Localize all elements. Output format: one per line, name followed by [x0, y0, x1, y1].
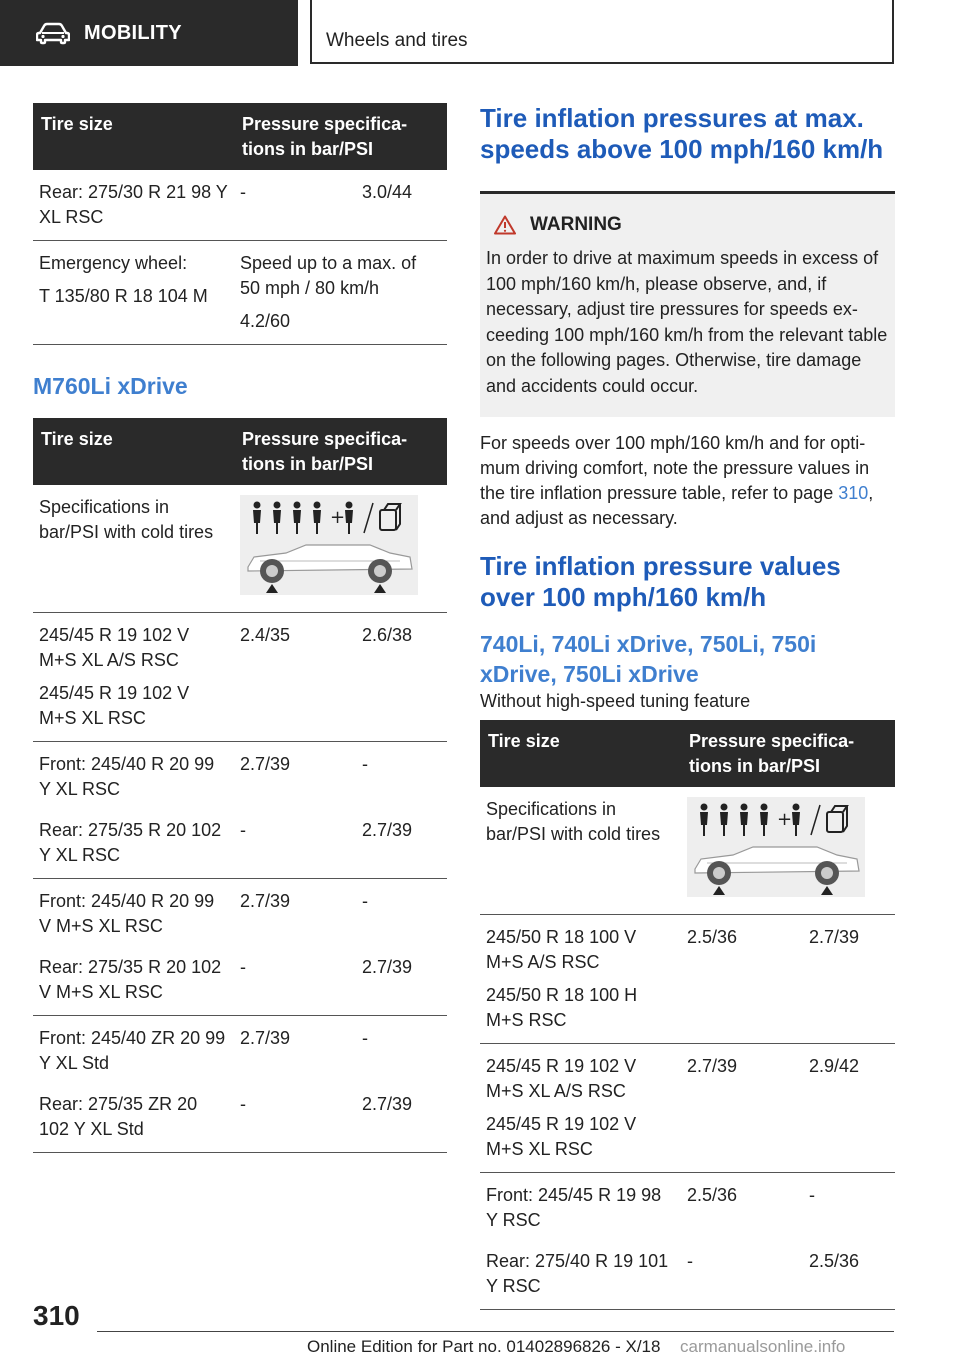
- pressure-cell: -: [362, 891, 368, 911]
- sub-note: Without high-speed tuning feature: [480, 691, 751, 711]
- table-row: [33, 1082, 447, 1153]
- tire-size-cell: Front: 245/45 R 19 98 Y RSC: [486, 1185, 662, 1230]
- column-header-pressure: Pressure specifica- tions in bar/PSI: [681, 720, 895, 787]
- load-figure-cell: [234, 485, 447, 613]
- tire-size-cell: Front: 245/40 ZR 20 99 Y XL Std: [39, 1028, 226, 1073]
- table-row: [33, 808, 447, 879]
- pressure-cell: -: [362, 1028, 368, 1048]
- pressure-cell: 2.7/39: [240, 1028, 291, 1048]
- page-number: 310: [33, 1300, 80, 1331]
- column-header-tire-size: Tire size: [33, 418, 234, 485]
- column-header-tire-size: Tire size: [480, 720, 681, 787]
- column-header-tire-size: Tire size: [33, 103, 234, 170]
- tire-size-cell: Rear: 275/35 ZR 20 102 Y XL Std: [33, 1082, 234, 1153]
- warning-box: [480, 191, 895, 417]
- table-row: [33, 879, 447, 946]
- car-icon: [36, 21, 70, 45]
- table-row: [480, 1044, 895, 1173]
- chapter-title: Wheels and tires: [326, 30, 468, 51]
- right-column: [480, 103, 895, 1310]
- pressure-cell: 2.5/36: [687, 1185, 738, 1205]
- tire-size-cell: Front: 245/40 R 20 99 Y XL RSC: [39, 754, 215, 799]
- pressure-cell: Speed up to a max. of 50 mph / 80 km/h 4.2/60: [234, 241, 447, 345]
- tire-size-cell: Emergency wheel: T 135/80 R 18 104 M: [33, 241, 234, 345]
- tire-size-cell: Rear: 275/35 R 20 102 V M+S XL RSC: [33, 945, 234, 1016]
- watermark: carmanualsonline.info: [680, 1337, 846, 1356]
- pressure-cell: -: [234, 1082, 356, 1153]
- left-column: [33, 103, 447, 1153]
- table-row: [33, 241, 447, 345]
- pressure-cell: -: [362, 754, 368, 774]
- pressure-cell: -: [234, 945, 356, 1016]
- page-reference-link[interactable]: 310: [838, 483, 869, 503]
- spec-label-cell: Specifications in bar/PSI with cold tires: [33, 485, 234, 613]
- spec-label-cell: Specifications in bar/PSI with cold tires: [480, 787, 681, 915]
- column-header-pressure: Pressure specifica- tions in bar/PSI: [234, 418, 447, 485]
- table-row: [33, 945, 447, 1016]
- pressure-cell: 2.7/39: [356, 808, 447, 879]
- footer-divider: [97, 1331, 894, 1332]
- svg-text:+: +: [777, 809, 793, 830]
- page-header: [0, 0, 960, 66]
- pressure-cell: 2.7/39: [356, 945, 447, 1016]
- pressure-cell: 2.7/39: [356, 1082, 447, 1153]
- model-heading: 740Li, 740Li xDrive, 750Li, 750i xDrive, 750Li xDrive: [480, 631, 817, 687]
- pressure-cell: 2.9/42: [803, 1044, 895, 1173]
- pressure-cell: 2.4/35: [234, 613, 356, 742]
- section-heading-pressure-values: Tire inflation pressure values over 100 mph/160 km/h: [480, 551, 841, 612]
- vehicle-load-figure: [687, 797, 865, 897]
- tire-table-m760li: [33, 418, 447, 1153]
- warning-icon: [494, 215, 516, 235]
- tire-size-cell: Rear: 275/35 R 20 102 Y XL RSC: [33, 808, 234, 879]
- warning-header: [494, 214, 889, 236]
- table-row: [33, 1016, 447, 1083]
- vehicle-load-figure: [240, 495, 418, 595]
- body-paragraph: For speeds over 100 mph/160 km/h and for opti-mum driving comfort, note the pressure values in the tire inflation pressure table, refer to page 310, and adjust as necessary.: [480, 433, 874, 528]
- pressure-cell: 2.7/39: [240, 891, 291, 911]
- pressure-cell: -: [234, 170, 356, 241]
- tire-size-cell: Rear: 275/40 R 19 101 Y RSC: [480, 1239, 681, 1310]
- tire-size-cell: 245/45 R 19 102 V M+S XL A/S RSC 245/45 R 19 102 V M+S XL RSC: [33, 613, 234, 742]
- table-row: [480, 1173, 895, 1240]
- tire-size-cell: Rear: 275/30 R 21 98 Y XL RSC: [33, 170, 234, 241]
- table-row: [33, 485, 447, 613]
- pressure-cell: 2.6/38: [356, 613, 447, 742]
- table-row: [33, 170, 447, 241]
- tire-size-cell: Front: 245/40 R 20 99 V M+S XL RSC: [39, 891, 215, 936]
- model-heading: M760Li xDrive: [33, 373, 188, 399]
- table-row: [480, 787, 895, 915]
- warning-text: In order to drive at maximum speeds in excess of 100 mph/160 km/h, please observe, and, if necessary, adjust tire pressures for speeds ex-ceeding 100 mph/160 km/h from the relevant table on the following pages. Otherwise, tire damage and accidents could occur.: [486, 248, 888, 396]
- pressure-cell: -: [809, 1185, 815, 1205]
- tire-size-cell: 245/45 R 19 102 V M+S XL A/S RSC 245/45 R 19 102 V M+S XL RSC: [480, 1044, 681, 1173]
- table-row: [480, 1239, 895, 1310]
- load-figure-cell: [681, 787, 895, 915]
- table-row: [480, 915, 895, 1044]
- table-row: [33, 742, 447, 809]
- pressure-cell: 2.7/39: [240, 754, 291, 774]
- column-header-pressure: Pressure specifica- tions in bar/PSI: [234, 103, 447, 170]
- pressure-cell: 2.7/39: [681, 1044, 803, 1173]
- svg-text:+: +: [330, 507, 346, 528]
- section-label: MOBILITY: [84, 21, 182, 44]
- warning-title: WARNING: [530, 214, 622, 235]
- tire-table-740li: [480, 720, 895, 1310]
- tire-size-cell: 245/50 R 18 100 V M+S A/S RSC 245/50 R 18 100 H M+S RSC: [480, 915, 681, 1044]
- section-heading-max-speeds: Tire inflation pressures at max. speeds above 100 mph/160 km/h: [480, 103, 884, 164]
- pressure-cell: -: [234, 808, 356, 879]
- chapter-title-box: [310, 0, 894, 64]
- pressure-cell: 2.7/39: [803, 915, 895, 1044]
- edition-note: Online Edition for Part no. 01402896826 - X/18: [307, 1337, 661, 1356]
- pressure-cell: 2.5/36: [803, 1239, 895, 1310]
- pressure-cell: 2.5/36: [681, 915, 803, 1044]
- pressure-cell: 3.0/44: [356, 170, 447, 241]
- section-tab: [0, 0, 298, 66]
- pressure-cell: -: [681, 1239, 803, 1310]
- table-row: [33, 613, 447, 742]
- tire-table-continued: [33, 103, 447, 345]
